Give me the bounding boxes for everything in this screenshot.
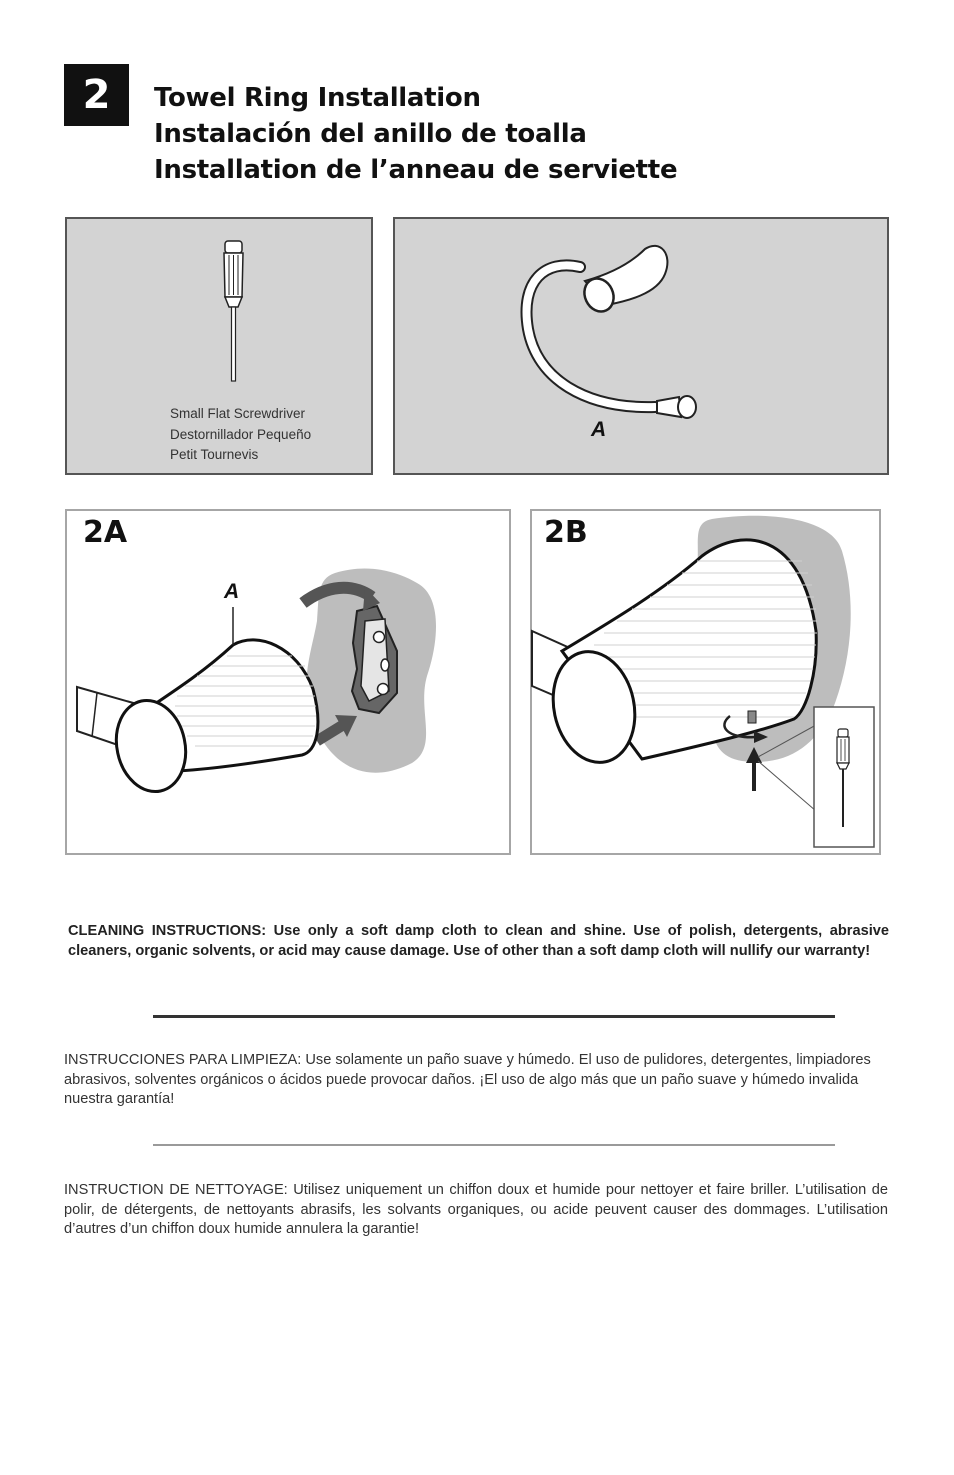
- tool-spanish: Destornillador Pequeño: [170, 426, 312, 442]
- title-english: Towel Ring Installation: [154, 83, 481, 113]
- tool-french: Petit Tournevis: [170, 447, 259, 462]
- divider-1: [153, 1015, 835, 1018]
- divider-2: [153, 1144, 835, 1146]
- towel-ring-illustration: [395, 219, 891, 477]
- step-2a-label: 2A: [83, 515, 128, 550]
- cleaning-instructions-french: INSTRUCTION DE NETTOYAGE: Utilisez uniquement un chiffon doux et humide pour nettoyer et faire briller. L’utilisation de polir, de détergents, de nettoyants abrasifs, les solvants organiques, ou acide peuvent causer des dommages. L’utilisation d’autres d’un chiffon doux humide annulera la garantie!: [64, 1182, 888, 1237]
- title-french: Installation de l’anneau de serviette: [154, 155, 678, 185]
- title-spanish: Instalación del anillo de toalla: [154, 119, 587, 149]
- step-2b-illustration: [532, 511, 883, 857]
- step-titles: [154, 80, 677, 188]
- step-number-badge: 2: [64, 64, 129, 126]
- cleaning-instructions-spanish: INSTRUCCIONES PARA LIMPIEZA: Use solamente un paño suave y húmedo. El uso de pulidores, detergentes, limpiadores abrasivos, solventes orgánicos o ácidos puede provocar daños. ¡El uso de algo más que un paño suave y húmedo invalida nuestra garantía!: [64, 1052, 871, 1107]
- cleaning-instructions-english: CLEANING INSTRUCTIONS: Use only a soft damp cloth to clean and shine. Use of polish, detergents, abrasive cleaners, organic solvents, or acid may cause damage. Use of other than a soft damp cloth will nullify our warranty!: [68, 923, 889, 959]
- step-2b-label: 2B: [544, 515, 588, 550]
- tool-english: Small Flat Screwdriver: [170, 406, 306, 421]
- parts-panel: [393, 217, 889, 475]
- step-2a-part-label: A: [224, 580, 240, 603]
- tools-panel: [65, 217, 373, 475]
- step-2a-panel: [65, 509, 511, 855]
- tool-description: [170, 404, 311, 466]
- step-2b-panel: [530, 509, 881, 855]
- part-a-label: A: [591, 418, 607, 441]
- step-2a-illustration: [67, 511, 513, 857]
